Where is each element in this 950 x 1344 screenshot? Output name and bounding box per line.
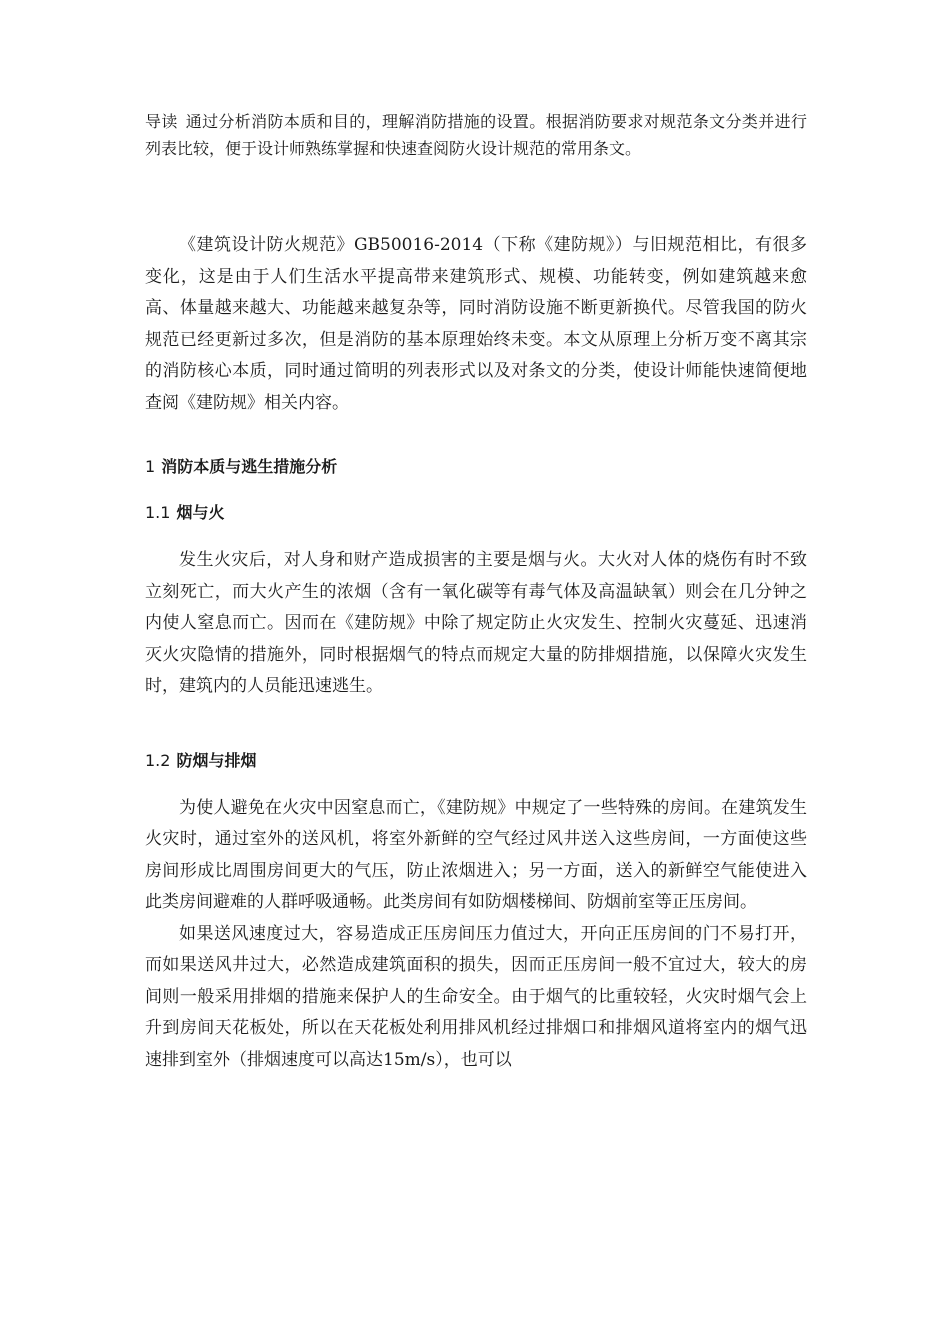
section-heading-1-1 xyxy=(145,501,807,525)
section-number: 1.2 xyxy=(145,750,171,770)
body-paragraph-3: 为使人避免在火灾中因窒息而亡，《建防规》中规定了一些特殊的房间。在建筑发生火灾时，通过室外的送风机，将室外新鲜的空气经过风井送入这些房间，一方面使这些房间形成比周围房间更大的气压，防止浓烟进入；另一方面，送入的新鲜空气能使进入此类房间避难的人群呼吸通畅。此类房间有如防烟楼梯间、防烟前室等正压房间。 xyxy=(145,797,807,912)
section-title: 防烟与排烟 xyxy=(176,750,257,770)
document-page xyxy=(145,108,807,1076)
section-title: 烟与火 xyxy=(176,503,225,522)
section-title: 消防本质与逃生措施分析 xyxy=(161,457,338,476)
intro-text: 通过分析消防本质和目的，理解消防措施的设置。根据消防要求对规范条文分类并进行列表比较，便于设计师熟练掌握和快速查阅防火设计规范的常用条文。 xyxy=(145,112,807,158)
intro-label: 导读 xyxy=(145,112,178,131)
section-number: 1.1 xyxy=(145,503,171,522)
body-paragraph-2: 发生火灾后，对人身和财产造成损害的主要是烟与火。大火对人体的烧伤有时不致立刻死亡，而大火产生的浓烟（含有一氧化碳等有毒气体及高温缺氧）则会在几分钟之内使人窒息而亡。因而在《建防规》中除了规定防止火灾发生、控制火灾蔓延、迅速消灭火灾隐情的措施外，同时根据烟气的特点而规定大量的防排烟措施，以保障火灾发生时，建筑内的人员能迅速逃生。 xyxy=(145,550,807,696)
body-paragraph-4: 如果送风速度过大，容易造成正压房间压力值过大，开向正压房间的门不易打开，而如果送风井过大，必然造成建筑面积的损失，因而正压房间一般不宜过大，较大的房间则一般采用排烟的措施来保护人的生命安全。由于烟气的比重较轻，火灾时烟气会上升到房间天花板处，所以在天花板处利用排风机经过排烟口和排烟风道将室内的烟气迅速排到室外（排烟速度可以高达15m/s），也可以 xyxy=(145,923,807,1070)
intro-paragraph xyxy=(145,108,807,162)
section-number: 1 xyxy=(145,457,156,476)
section-heading-1 xyxy=(145,455,807,479)
section-heading-1-2 xyxy=(145,749,807,773)
body-paragraph-1: 《建筑设计防火规范》GB50016-2014（下称《建防规》）与旧规范相比，有很多变化，这是由于人们生活水平提高带来建筑形式、规模、功能转变，例如建筑越来愈高、体量越来越大、功能越来越复杂等，同时消防设施不断更新换代。尽管我国的防火规范已经更新过多次，但是消防的基本原理始终未变。本文从原理上分析万变不离其宗的消防核心本质，同时通过简明的列表形式以及对条文的分类，使设计师能快速简便地查阅《建防规》相关内容。 xyxy=(145,235,807,413)
